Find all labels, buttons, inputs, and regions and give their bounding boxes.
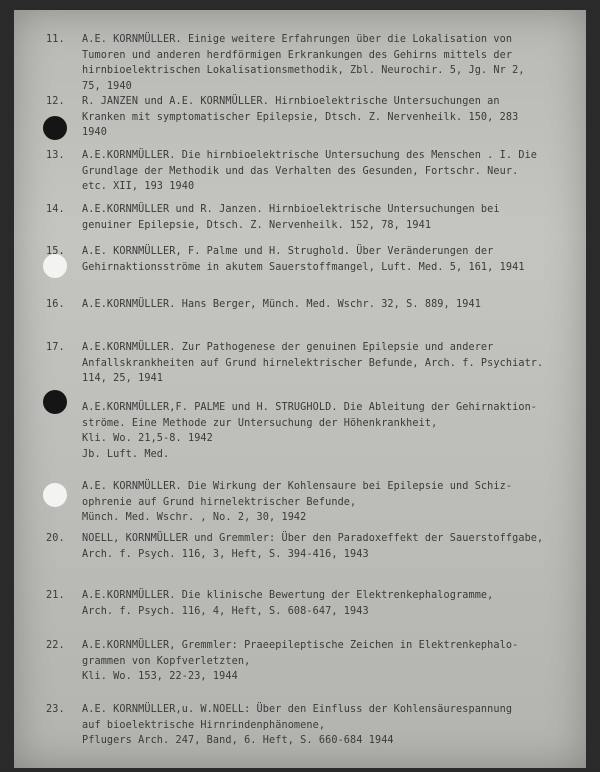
citation-line: Münch. Med. Wschr. , No. 2, 30, 1942	[82, 512, 307, 523]
bibliography-entry	[46, 702, 566, 749]
citation-line: Grundlage der Methodik und das Verhalten des Gesunden, Fortschr. Neur.	[82, 165, 519, 177]
citation-line: genuiner Epilepsie, Dtsch. Z. Nervenheilk. 152, 78, 1941	[82, 219, 432, 231]
bibliography-entry	[46, 531, 566, 562]
bibliography-entry	[46, 479, 566, 526]
entry-number: 22.	[46, 640, 65, 651]
citation-line: Gehirnaktionsströme in akutem Sauerstoffmangel, Luft. Med. 5, 161, 1941	[82, 261, 525, 273]
citation-line: A.E.KORNMÜLLER, Gremmler: Praeepileptische Zeichen in Elektrenkephalo-	[82, 640, 519, 651]
bibliography-entry	[46, 244, 566, 275]
document-page	[14, 10, 586, 768]
citation-line: A.E.KORNMÜLLER und R. Janzen. Hirnbioelektrische Untersuchungen bei	[82, 204, 500, 215]
entry-citation	[82, 32, 566, 94]
entry-number: 23.	[46, 704, 65, 715]
citation-line: grammen von Kopfverletzten,	[82, 655, 251, 667]
entry-citation	[82, 702, 566, 749]
entry-citation	[82, 94, 566, 141]
citation-line: auf bioelektrische Hirnrindenphänomene,	[82, 719, 326, 731]
citation-line: A.E. KORNMÜLLER, F. Palme und H. Strughold. Über Veränderungen der	[82, 246, 494, 257]
entry-number: 12.	[46, 96, 65, 107]
bibliography-entry	[46, 340, 566, 387]
bibliography-entry	[46, 638, 566, 685]
entry-citation	[82, 479, 566, 526]
entry-citation	[82, 148, 566, 195]
entry-citation	[82, 400, 566, 462]
bibliography-entry	[46, 297, 566, 313]
citation-line: A.E. KORNMÜLLER. Die Wirkung der Kohlensaure bei Epilepsie und Schiz-	[82, 481, 513, 492]
citation-line: A.E.KORNMÜLLER. Zur Pathogenese der genuinen Epilepsie und anderer	[82, 342, 494, 353]
entry-number: 11.	[46, 34, 65, 45]
entry-citation	[82, 340, 566, 387]
citation-line: A.E.KORNMÜLLER. Hans Berger, Münch. Med. Wschr. 32, S. 889, 1941	[82, 299, 481, 310]
entry-number: 14.	[46, 204, 65, 215]
citation-line: R. JANZEN und A.E. KORNMÜLLER. Hirnbioelektrische Untersuchungen an	[82, 96, 500, 107]
citation-line: A.E. KORNMÜLLER. Einige weitere Erfahrungen über die Lokalisation von	[82, 34, 513, 45]
entry-citation	[82, 202, 566, 233]
bibliography-entry	[46, 148, 566, 195]
entry-citation	[82, 297, 566, 313]
citation-line: Arch. f. Psych. 116, 4, Heft, S. 608-647, 1943	[82, 605, 369, 617]
citation-line: A.E.KORNMÜLLER. Die hirnbioelektrische Untersuchung des Menschen . I. Die	[82, 150, 538, 161]
citation-line: Pflugers Arch. 247, Band, 6. Heft, S. 660-684 1944	[82, 735, 394, 746]
citation-line: Arch. f. Psych. 116, 3, Heft, S. 394-416, 1943	[82, 548, 369, 560]
citation-line: Kli. Wo. 21,5-8. 1942	[82, 433, 213, 444]
entry-citation	[82, 244, 566, 275]
entry-number: 13.	[46, 150, 65, 161]
entry-number: 15.	[46, 246, 65, 257]
entry-number: 17.	[46, 342, 65, 353]
bibliography-entry	[46, 400, 566, 462]
citation-line: A.E. KORNMÜLLER,u. W.NOELL: Über den Einfluss der Kohlensäurespannung	[82, 704, 513, 715]
citation-line: hirnbioelektrischen Lokalisationsmethodik, Zbl. Neurochir. 5, Jg. Nr 2,	[82, 65, 525, 76]
citation-line: 114, 25, 1941	[82, 373, 164, 384]
citation-line: NOELL, KORNMÜLLER und Gremmler: Über den Paradoxeffekt der Sauerstoffgabe,	[82, 533, 544, 544]
bibliography-entry	[46, 94, 566, 141]
citation-line: A.E.KORNMÜLLER. Die klinische Bewertung der Elektrenkephalogramme,	[82, 590, 494, 601]
entry-citation	[82, 588, 566, 619]
citation-line: Anfallskrankheiten auf Grund hirnelektrischer Befunde, Arch. f. Psychiatr.	[82, 357, 544, 369]
citation-line: Kli. Wo. 153, 22-23, 1944	[82, 671, 238, 682]
citation-line: 1940	[82, 127, 107, 138]
entry-number: 20.	[46, 533, 65, 544]
bibliography-entry	[46, 202, 566, 233]
citation-line: ophrenie auf Grund hirnelektrischer Befunde,	[82, 496, 357, 508]
entry-number: 21.	[46, 590, 65, 601]
citation-line: Tumoren und anderen herdförmigen Erkrankungen des Gehirns mittels der	[82, 49, 513, 61]
entry-citation	[82, 638, 566, 685]
bibliography-entry	[46, 588, 566, 619]
entry-number: 16.	[46, 299, 65, 310]
citation-line: ströme. Eine Methode zur Untersuchung der Höhenkrankheit,	[82, 417, 438, 429]
citation-line: etc. XII, 193 1940	[82, 181, 195, 192]
bibliography-entry	[46, 32, 566, 94]
citation-line: Kranken mit symptomatischer Epilepsie, Dtsch. Z. Nervenheilk. 150, 283	[82, 111, 519, 123]
citation-line: 75, 1940	[82, 80, 132, 92]
citation-line: A.E.KORNMÜLLER,F. PALME und H. STRUGHOLD. Die Ableitung der Gehirnaktion-	[82, 402, 538, 413]
entry-citation	[82, 531, 566, 562]
citation-line: Jb. Luft. Med.	[82, 448, 170, 460]
